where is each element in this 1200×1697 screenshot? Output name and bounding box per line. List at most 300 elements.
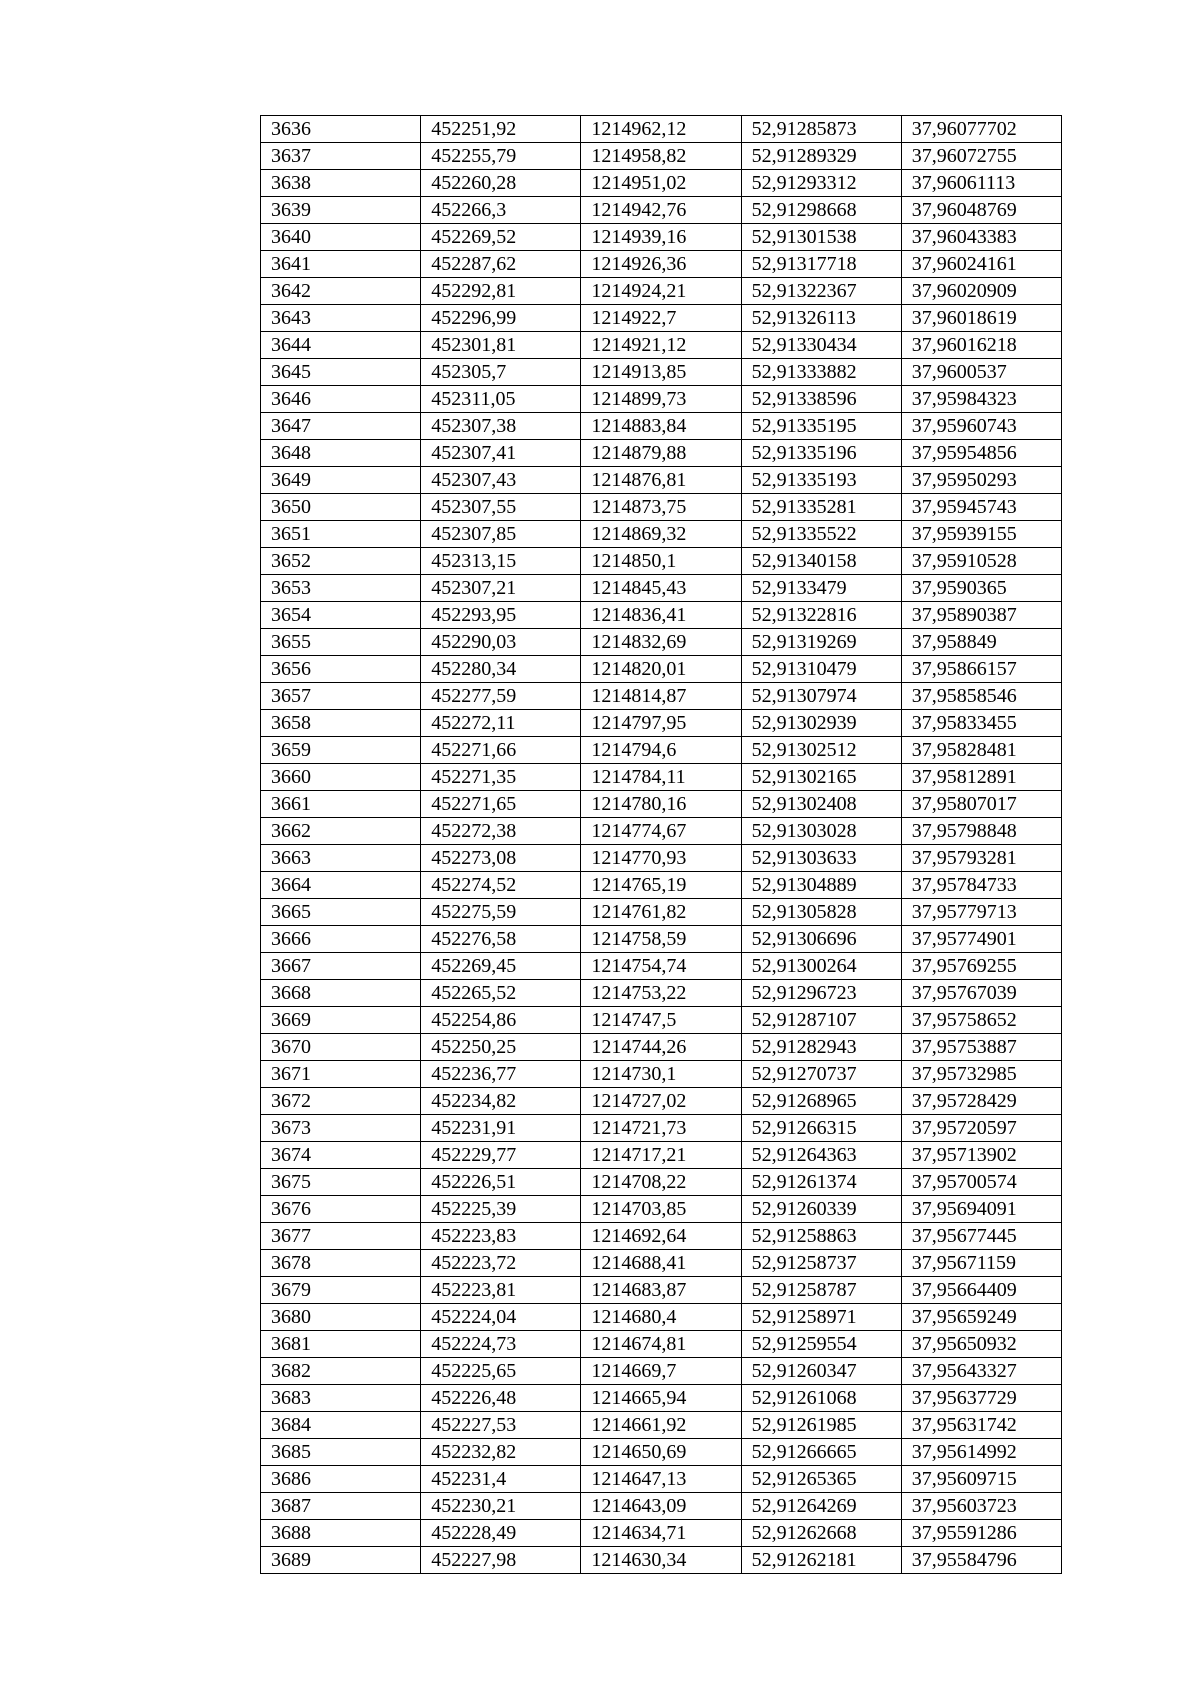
- table-row: [261, 602, 1062, 629]
- y-coordinate-cell: 1214630,34: [581, 1547, 741, 1574]
- longitude-cell: 37,95793281: [901, 845, 1061, 872]
- x-coordinate-cell: 452305,7: [421, 359, 581, 386]
- coordinates-table-body: [261, 116, 1062, 1574]
- point-number-cell: 3636: [261, 116, 421, 143]
- table-row: [261, 197, 1062, 224]
- longitude-cell: 37,95828481: [901, 737, 1061, 764]
- y-coordinate-cell: 1214845,43: [581, 575, 741, 602]
- y-coordinate-cell: 1214924,21: [581, 278, 741, 305]
- longitude-cell: 37,95631742: [901, 1412, 1061, 1439]
- y-coordinate-cell: 1214708,22: [581, 1169, 741, 1196]
- table-row: [261, 440, 1062, 467]
- latitude-cell: 52,91266315: [741, 1115, 901, 1142]
- point-number-cell: 3639: [261, 197, 421, 224]
- y-coordinate-cell: 1214814,87: [581, 683, 741, 710]
- point-number-cell: 3652: [261, 548, 421, 575]
- table-row: [261, 1007, 1062, 1034]
- latitude-cell: 52,91335196: [741, 440, 901, 467]
- longitude-cell: 37,95774901: [901, 926, 1061, 953]
- longitude-cell: 37,95833455: [901, 710, 1061, 737]
- table-row: [261, 791, 1062, 818]
- longitude-cell: 37,95767039: [901, 980, 1061, 1007]
- longitude-cell: 37,95779713: [901, 899, 1061, 926]
- longitude-cell: 37,95984323: [901, 386, 1061, 413]
- x-coordinate-cell: 452225,65: [421, 1358, 581, 1385]
- y-coordinate-cell: 1214683,87: [581, 1277, 741, 1304]
- point-number-cell: 3637: [261, 143, 421, 170]
- x-coordinate-cell: 452254,86: [421, 1007, 581, 1034]
- table-row: [261, 926, 1062, 953]
- table-row: [261, 278, 1062, 305]
- y-coordinate-cell: 1214883,84: [581, 413, 741, 440]
- longitude-cell: 37,95584796: [901, 1547, 1061, 1574]
- latitude-cell: 52,91301538: [741, 224, 901, 251]
- latitude-cell: 52,91270737: [741, 1061, 901, 1088]
- longitude-cell: 37,95758652: [901, 1007, 1061, 1034]
- table-row: [261, 413, 1062, 440]
- y-coordinate-cell: 1214794,6: [581, 737, 741, 764]
- x-coordinate-cell: 452273,08: [421, 845, 581, 872]
- x-coordinate-cell: 452272,38: [421, 818, 581, 845]
- table-row: [261, 494, 1062, 521]
- latitude-cell: 52,91306696: [741, 926, 901, 953]
- x-coordinate-cell: 452223,72: [421, 1250, 581, 1277]
- point-number-cell: 3668: [261, 980, 421, 1007]
- longitude-cell: 37,95637729: [901, 1385, 1061, 1412]
- table-row: [261, 1547, 1062, 1574]
- y-coordinate-cell: 1214869,32: [581, 521, 741, 548]
- y-coordinate-cell: 1214939,16: [581, 224, 741, 251]
- x-coordinate-cell: 452271,65: [421, 791, 581, 818]
- point-number-cell: 3643: [261, 305, 421, 332]
- x-coordinate-cell: 452231,4: [421, 1466, 581, 1493]
- y-coordinate-cell: 1214784,11: [581, 764, 741, 791]
- table-row: [261, 872, 1062, 899]
- x-coordinate-cell: 452251,92: [421, 116, 581, 143]
- x-coordinate-cell: 452224,04: [421, 1304, 581, 1331]
- y-coordinate-cell: 1214951,02: [581, 170, 741, 197]
- longitude-cell: 37,95591286: [901, 1520, 1061, 1547]
- latitude-cell: 52,91260339: [741, 1196, 901, 1223]
- table-row: [261, 1493, 1062, 1520]
- point-number-cell: 3666: [261, 926, 421, 953]
- longitude-cell: 37,95659249: [901, 1304, 1061, 1331]
- x-coordinate-cell: 452307,43: [421, 467, 581, 494]
- table-row: [261, 683, 1062, 710]
- y-coordinate-cell: 1214717,21: [581, 1142, 741, 1169]
- x-coordinate-cell: 452269,52: [421, 224, 581, 251]
- x-coordinate-cell: 452271,35: [421, 764, 581, 791]
- y-coordinate-cell: 1214727,02: [581, 1088, 741, 1115]
- longitude-cell: 37,95700574: [901, 1169, 1061, 1196]
- y-coordinate-cell: 1214770,93: [581, 845, 741, 872]
- table-row: [261, 1520, 1062, 1547]
- longitude-cell: 37,96072755: [901, 143, 1061, 170]
- y-coordinate-cell: 1214688,41: [581, 1250, 741, 1277]
- latitude-cell: 52,91300264: [741, 953, 901, 980]
- y-coordinate-cell: 1214703,85: [581, 1196, 741, 1223]
- table-row: [261, 1088, 1062, 1115]
- table-row: [261, 818, 1062, 845]
- x-coordinate-cell: 452236,77: [421, 1061, 581, 1088]
- point-number-cell: 3688: [261, 1520, 421, 1547]
- point-number-cell: 3689: [261, 1547, 421, 1574]
- latitude-cell: 52,91335522: [741, 521, 901, 548]
- longitude-cell: 37,95798848: [901, 818, 1061, 845]
- longitude-cell: 37,95858546: [901, 683, 1061, 710]
- x-coordinate-cell: 452250,25: [421, 1034, 581, 1061]
- longitude-cell: 37,95614992: [901, 1439, 1061, 1466]
- latitude-cell: 52,91258787: [741, 1277, 901, 1304]
- x-coordinate-cell: 452307,41: [421, 440, 581, 467]
- table-row: [261, 1331, 1062, 1358]
- x-coordinate-cell: 452265,52: [421, 980, 581, 1007]
- x-coordinate-cell: 452227,53: [421, 1412, 581, 1439]
- table-row: [261, 548, 1062, 575]
- longitude-cell: 37,95945743: [901, 494, 1061, 521]
- y-coordinate-cell: 1214634,71: [581, 1520, 741, 1547]
- y-coordinate-cell: 1214647,13: [581, 1466, 741, 1493]
- latitude-cell: 52,91260347: [741, 1358, 901, 1385]
- latitude-cell: 52,91305828: [741, 899, 901, 926]
- longitude-cell: 37,95728429: [901, 1088, 1061, 1115]
- latitude-cell: 52,91302939: [741, 710, 901, 737]
- table-row: [261, 1034, 1062, 1061]
- x-coordinate-cell: 452224,73: [421, 1331, 581, 1358]
- longitude-cell: 37,95954856: [901, 440, 1061, 467]
- latitude-cell: 52,91335195: [741, 413, 901, 440]
- table-row: [261, 143, 1062, 170]
- latitude-cell: 52,91265365: [741, 1466, 901, 1493]
- point-number-cell: 3644: [261, 332, 421, 359]
- latitude-cell: 52,91322816: [741, 602, 901, 629]
- y-coordinate-cell: 1214665,94: [581, 1385, 741, 1412]
- x-coordinate-cell: 452225,39: [421, 1196, 581, 1223]
- longitude-cell: 37,96016218: [901, 332, 1061, 359]
- table-row: [261, 629, 1062, 656]
- longitude-cell: 37,95807017: [901, 791, 1061, 818]
- table-row: [261, 1304, 1062, 1331]
- y-coordinate-cell: 1214674,81: [581, 1331, 741, 1358]
- longitude-cell: 37,958849: [901, 629, 1061, 656]
- x-coordinate-cell: 452307,21: [421, 575, 581, 602]
- point-number-cell: 3648: [261, 440, 421, 467]
- y-coordinate-cell: 1214758,59: [581, 926, 741, 953]
- longitude-cell: 37,96020909: [901, 278, 1061, 305]
- y-coordinate-cell: 1214780,16: [581, 791, 741, 818]
- latitude-cell: 52,91335193: [741, 467, 901, 494]
- table-row: [261, 467, 1062, 494]
- longitude-cell: 37,96077702: [901, 116, 1061, 143]
- point-number-cell: 3669: [261, 1007, 421, 1034]
- latitude-cell: 52,91333882: [741, 359, 901, 386]
- latitude-cell: 52,91261374: [741, 1169, 901, 1196]
- y-coordinate-cell: 1214747,5: [581, 1007, 741, 1034]
- latitude-cell: 52,91326113: [741, 305, 901, 332]
- y-coordinate-cell: 1214922,7: [581, 305, 741, 332]
- x-coordinate-cell: 452276,58: [421, 926, 581, 953]
- latitude-cell: 52,91330434: [741, 332, 901, 359]
- y-coordinate-cell: 1214774,67: [581, 818, 741, 845]
- point-number-cell: 3674: [261, 1142, 421, 1169]
- y-coordinate-cell: 1214753,22: [581, 980, 741, 1007]
- latitude-cell: 52,91319269: [741, 629, 901, 656]
- table-row: [261, 1223, 1062, 1250]
- x-coordinate-cell: 452229,77: [421, 1142, 581, 1169]
- latitude-cell: 52,91322367: [741, 278, 901, 305]
- point-number-cell: 3655: [261, 629, 421, 656]
- latitude-cell: 52,91298668: [741, 197, 901, 224]
- point-number-cell: 3654: [261, 602, 421, 629]
- table-row: [261, 575, 1062, 602]
- latitude-cell: 52,91261985: [741, 1412, 901, 1439]
- table-row: [261, 1061, 1062, 1088]
- point-number-cell: 3649: [261, 467, 421, 494]
- latitude-cell: 52,91338596: [741, 386, 901, 413]
- table-row: [261, 224, 1062, 251]
- table-row: [261, 332, 1062, 359]
- longitude-cell: 37,95650932: [901, 1331, 1061, 1358]
- latitude-cell: 52,91289329: [741, 143, 901, 170]
- longitude-cell: 37,95609715: [901, 1466, 1061, 1493]
- longitude-cell: 37,95643327: [901, 1358, 1061, 1385]
- point-number-cell: 3641: [261, 251, 421, 278]
- latitude-cell: 52,91262181: [741, 1547, 901, 1574]
- point-number-cell: 3640: [261, 224, 421, 251]
- y-coordinate-cell: 1214744,26: [581, 1034, 741, 1061]
- longitude-cell: 37,95664409: [901, 1277, 1061, 1304]
- latitude-cell: 52,91340158: [741, 548, 901, 575]
- point-number-cell: 3656: [261, 656, 421, 683]
- table-row: [261, 359, 1062, 386]
- longitude-cell: 37,95769255: [901, 953, 1061, 980]
- x-coordinate-cell: 452227,98: [421, 1547, 581, 1574]
- x-coordinate-cell: 452296,99: [421, 305, 581, 332]
- latitude-cell: 52,91302512: [741, 737, 901, 764]
- x-coordinate-cell: 452274,52: [421, 872, 581, 899]
- y-coordinate-cell: 1214876,81: [581, 467, 741, 494]
- point-number-cell: 3675: [261, 1169, 421, 1196]
- point-number-cell: 3638: [261, 170, 421, 197]
- table-row: [261, 1169, 1062, 1196]
- point-number-cell: 3677: [261, 1223, 421, 1250]
- latitude-cell: 52,91258737: [741, 1250, 901, 1277]
- y-coordinate-cell: 1214873,75: [581, 494, 741, 521]
- y-coordinate-cell: 1214643,09: [581, 1493, 741, 1520]
- latitude-cell: 52,91264363: [741, 1142, 901, 1169]
- latitude-cell: 52,91259554: [741, 1331, 901, 1358]
- latitude-cell: 52,91302408: [741, 791, 901, 818]
- table-row: [261, 170, 1062, 197]
- point-number-cell: 3673: [261, 1115, 421, 1142]
- longitude-cell: 37,9590365: [901, 575, 1061, 602]
- point-number-cell: 3672: [261, 1088, 421, 1115]
- point-number-cell: 3645: [261, 359, 421, 386]
- latitude-cell: 52,91258971: [741, 1304, 901, 1331]
- x-coordinate-cell: 452275,59: [421, 899, 581, 926]
- longitude-cell: 37,96018619: [901, 305, 1061, 332]
- x-coordinate-cell: 452226,51: [421, 1169, 581, 1196]
- latitude-cell: 52,91293312: [741, 170, 901, 197]
- point-number-cell: 3671: [261, 1061, 421, 1088]
- x-coordinate-cell: 452260,28: [421, 170, 581, 197]
- x-coordinate-cell: 452280,34: [421, 656, 581, 683]
- table-row: [261, 1358, 1062, 1385]
- table-row: [261, 305, 1062, 332]
- x-coordinate-cell: 452271,66: [421, 737, 581, 764]
- x-coordinate-cell: 452307,55: [421, 494, 581, 521]
- table-row: [261, 1439, 1062, 1466]
- y-coordinate-cell: 1214650,69: [581, 1439, 741, 1466]
- x-coordinate-cell: 452292,81: [421, 278, 581, 305]
- point-number-cell: 3647: [261, 413, 421, 440]
- table-row: [261, 656, 1062, 683]
- table-row: [261, 116, 1062, 143]
- latitude-cell: 52,91335281: [741, 494, 901, 521]
- longitude-cell: 37,95866157: [901, 656, 1061, 683]
- x-coordinate-cell: 452277,59: [421, 683, 581, 710]
- point-number-cell: 3686: [261, 1466, 421, 1493]
- point-number-cell: 3679: [261, 1277, 421, 1304]
- point-number-cell: 3661: [261, 791, 421, 818]
- longitude-cell: 37,96048769: [901, 197, 1061, 224]
- y-coordinate-cell: 1214797,95: [581, 710, 741, 737]
- point-number-cell: 3646: [261, 386, 421, 413]
- x-coordinate-cell: 452228,49: [421, 1520, 581, 1547]
- table-row: [261, 1277, 1062, 1304]
- y-coordinate-cell: 1214836,41: [581, 602, 741, 629]
- longitude-cell: 37,95812891: [901, 764, 1061, 791]
- latitude-cell: 52,91264269: [741, 1493, 901, 1520]
- longitude-cell: 37,96024161: [901, 251, 1061, 278]
- table-row: [261, 764, 1062, 791]
- point-number-cell: 3670: [261, 1034, 421, 1061]
- latitude-cell: 52,91261068: [741, 1385, 901, 1412]
- y-coordinate-cell: 1214669,7: [581, 1358, 741, 1385]
- y-coordinate-cell: 1214820,01: [581, 656, 741, 683]
- latitude-cell: 52,91285873: [741, 116, 901, 143]
- latitude-cell: 52,91287107: [741, 1007, 901, 1034]
- table-row: [261, 737, 1062, 764]
- y-coordinate-cell: 1214962,12: [581, 116, 741, 143]
- y-coordinate-cell: 1214661,92: [581, 1412, 741, 1439]
- point-number-cell: 3665: [261, 899, 421, 926]
- latitude-cell: 52,91262668: [741, 1520, 901, 1547]
- x-coordinate-cell: 452234,82: [421, 1088, 581, 1115]
- point-number-cell: 3680: [261, 1304, 421, 1331]
- latitude-cell: 52,91268965: [741, 1088, 901, 1115]
- x-coordinate-cell: 452226,48: [421, 1385, 581, 1412]
- table-row: [261, 1142, 1062, 1169]
- x-coordinate-cell: 452307,38: [421, 413, 581, 440]
- point-number-cell: 3659: [261, 737, 421, 764]
- y-coordinate-cell: 1214899,73: [581, 386, 741, 413]
- latitude-cell: 52,91310479: [741, 656, 901, 683]
- point-number-cell: 3653: [261, 575, 421, 602]
- point-number-cell: 3683: [261, 1385, 421, 1412]
- point-number-cell: 3676: [261, 1196, 421, 1223]
- point-number-cell: 3684: [261, 1412, 421, 1439]
- point-number-cell: 3685: [261, 1439, 421, 1466]
- y-coordinate-cell: 1214832,69: [581, 629, 741, 656]
- point-number-cell: 3667: [261, 953, 421, 980]
- longitude-cell: 37,95713902: [901, 1142, 1061, 1169]
- latitude-cell: 52,91296723: [741, 980, 901, 1007]
- y-coordinate-cell: 1214913,85: [581, 359, 741, 386]
- table-row: [261, 710, 1062, 737]
- table-row: [261, 1412, 1062, 1439]
- longitude-cell: 37,95784733: [901, 872, 1061, 899]
- table-row: [261, 386, 1062, 413]
- longitude-cell: 37,95910528: [901, 548, 1061, 575]
- point-number-cell: 3664: [261, 872, 421, 899]
- point-number-cell: 3662: [261, 818, 421, 845]
- table-row: [261, 1115, 1062, 1142]
- latitude-cell: 52,91303633: [741, 845, 901, 872]
- longitude-cell: 37,95753887: [901, 1034, 1061, 1061]
- table-row: [261, 845, 1062, 872]
- y-coordinate-cell: 1214926,36: [581, 251, 741, 278]
- y-coordinate-cell: 1214765,19: [581, 872, 741, 899]
- longitude-cell: 37,95732985: [901, 1061, 1061, 1088]
- table-row: [261, 980, 1062, 1007]
- x-coordinate-cell: 452266,3: [421, 197, 581, 224]
- latitude-cell: 52,91282943: [741, 1034, 901, 1061]
- coordinates-table: [260, 115, 1062, 1574]
- latitude-cell: 52,9133479: [741, 575, 901, 602]
- x-coordinate-cell: 452311,05: [421, 386, 581, 413]
- y-coordinate-cell: 1214942,76: [581, 197, 741, 224]
- table-row: [261, 1385, 1062, 1412]
- x-coordinate-cell: 452301,81: [421, 332, 581, 359]
- point-number-cell: 3682: [261, 1358, 421, 1385]
- table-row: [261, 1196, 1062, 1223]
- y-coordinate-cell: 1214730,1: [581, 1061, 741, 1088]
- longitude-cell: 37,95603723: [901, 1493, 1061, 1520]
- point-number-cell: 3678: [261, 1250, 421, 1277]
- longitude-cell: 37,95694091: [901, 1196, 1061, 1223]
- x-coordinate-cell: 452232,82: [421, 1439, 581, 1466]
- x-coordinate-cell: 452272,11: [421, 710, 581, 737]
- y-coordinate-cell: 1214958,82: [581, 143, 741, 170]
- x-coordinate-cell: 452223,81: [421, 1277, 581, 1304]
- latitude-cell: 52,91302165: [741, 764, 901, 791]
- longitude-cell: 37,95950293: [901, 467, 1061, 494]
- point-number-cell: 3658: [261, 710, 421, 737]
- y-coordinate-cell: 1214921,12: [581, 332, 741, 359]
- latitude-cell: 52,91303028: [741, 818, 901, 845]
- x-coordinate-cell: 452293,95: [421, 602, 581, 629]
- y-coordinate-cell: 1214721,73: [581, 1115, 741, 1142]
- x-coordinate-cell: 452223,83: [421, 1223, 581, 1250]
- longitude-cell: 37,95720597: [901, 1115, 1061, 1142]
- longitude-cell: 37,95939155: [901, 521, 1061, 548]
- table-row: [261, 251, 1062, 278]
- y-coordinate-cell: 1214680,4: [581, 1304, 741, 1331]
- point-number-cell: 3663: [261, 845, 421, 872]
- point-number-cell: 3651: [261, 521, 421, 548]
- latitude-cell: 52,91304889: [741, 872, 901, 899]
- table-row: [261, 521, 1062, 548]
- x-coordinate-cell: 452307,85: [421, 521, 581, 548]
- latitude-cell: 52,91317718: [741, 251, 901, 278]
- x-coordinate-cell: 452313,15: [421, 548, 581, 575]
- point-number-cell: 3660: [261, 764, 421, 791]
- table-row: [261, 1250, 1062, 1277]
- longitude-cell: 37,96043383: [901, 224, 1061, 251]
- table-row: [261, 1466, 1062, 1493]
- y-coordinate-cell: 1214754,74: [581, 953, 741, 980]
